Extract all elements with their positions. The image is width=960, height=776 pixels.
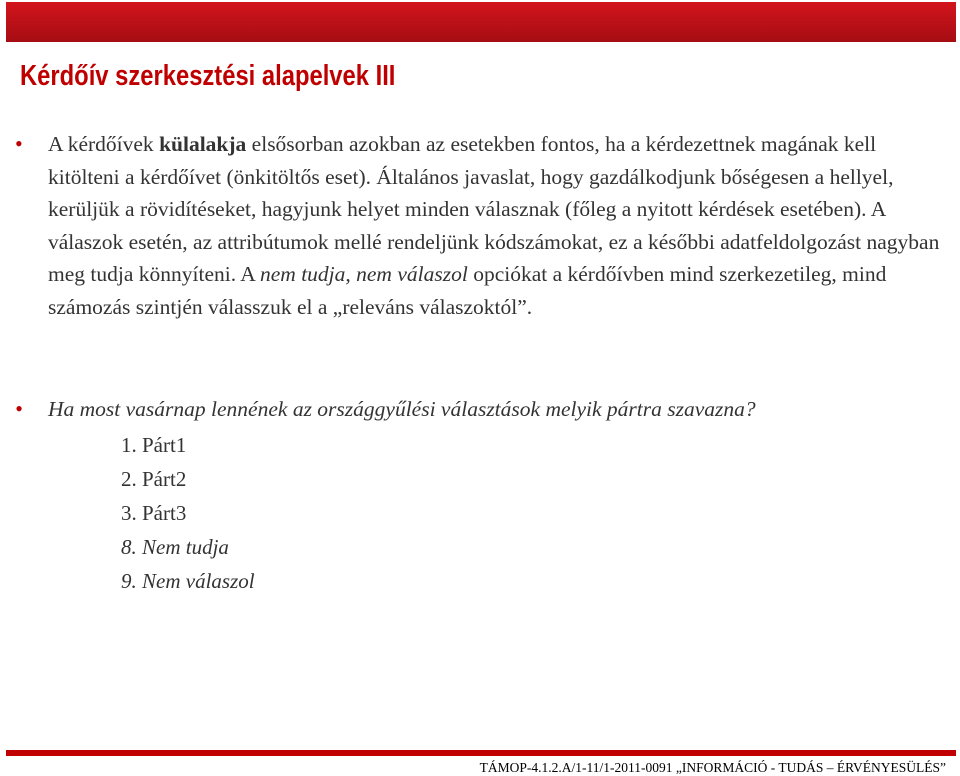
bullet-question: • Ha most vasárnap lennének az országgyűlési választások melyik pártra szavazna? <box>48 393 948 426</box>
slide-title: Kérdőív szerkesztési alapelvek III <box>20 60 396 92</box>
bullet1-text-a: A kérdőívek <box>48 132 160 156</box>
bullet1-italic-term: nem tudja, nem válaszol <box>260 262 468 286</box>
bullet1-text-b: elsősorban azokban az esetekben fontos, ha a kérdezettnek magának kell kitölteni a kérdőívet (önkitöltős eset). Általános javaslat, hogy gazdálkodjunk bőségesen a hellyel, kerüljük a rövidítéseket, hagyjunk helyet minden válasznak (főleg a nyitott kérdések esetében). A válaszok esetén, az attribútumok mellé rendeljünk kódszámokat, ez a későbbi adatfeldolgozást nagyban meg tudja könnyíteni. A <box>48 132 940 286</box>
bullet-paragraph-1 <box>48 128 948 323</box>
bullet1-text-c: opciókat a kérdőívben mind szerkezetileg, mind számozás szintjén válasszuk el a „releváns válaszoktól”. <box>48 262 887 319</box>
answer-option: 3. Párt3 <box>121 501 187 525</box>
answer-option: 8. Nem tudja <box>121 535 229 559</box>
answer-option: 2. Párt2 <box>121 467 187 491</box>
footer-red-bar <box>6 750 956 756</box>
footer-project-label: TÁMOP-4.1.2.A/1-11/1-2011-0091 „INFORMÁCIÓ - TUDÁS – ÉRVÉNYESÜLÉS” <box>479 760 946 775</box>
top-red-banner <box>6 2 956 42</box>
answer-option: 9. Nem válaszol <box>121 569 255 593</box>
answer-options-list <box>121 428 255 598</box>
answer-option: 1. Párt1 <box>121 433 187 457</box>
bullet1-bold-term: külalakja <box>159 132 247 156</box>
